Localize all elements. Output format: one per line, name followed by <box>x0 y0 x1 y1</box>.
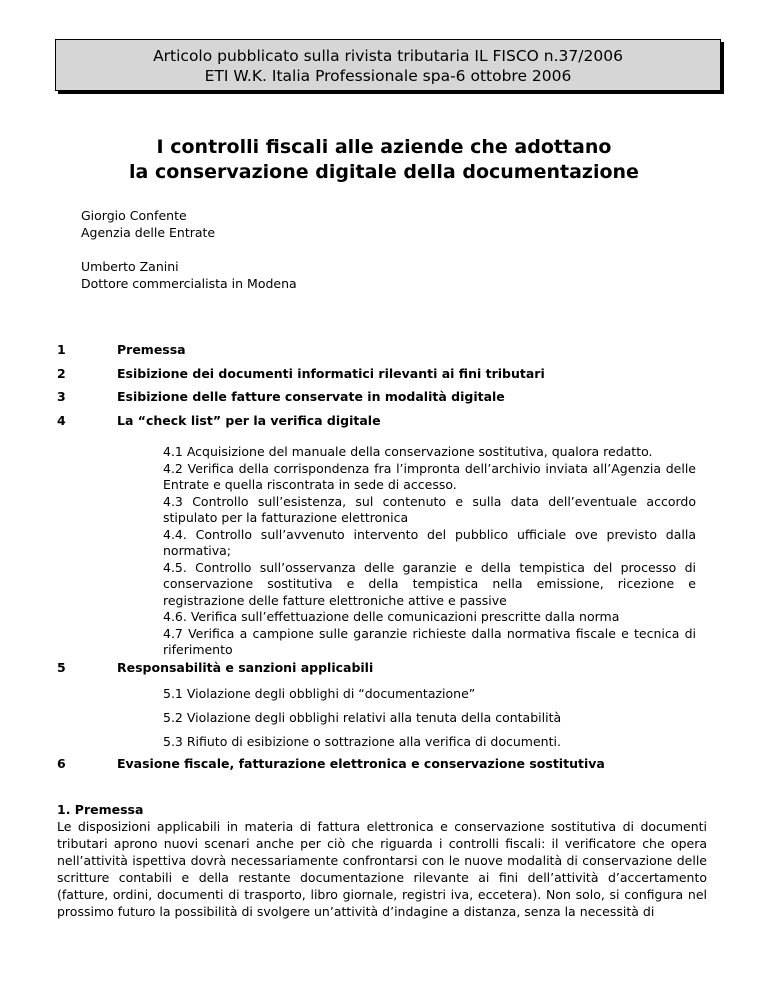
toc-label: Esibizione delle fatture conservate in modalità digitale <box>117 389 505 404</box>
toc-number: 4 <box>57 413 66 428</box>
toc-subitem: 5.3 Rifiuto di esibizione o sottrazione alla verifica di documenti. <box>163 734 561 749</box>
toc-number: 1 <box>57 342 66 357</box>
toc-subitem: 5.1 Violazione degli obblighi di “documentazione” <box>163 686 476 701</box>
toc-label: Premessa <box>117 342 186 357</box>
header-line-2: ETI W.K. Italia Professionale spa-6 ottobre 2006 <box>204 67 572 85</box>
toc-label: La “check list” per la verifica digitale <box>117 413 381 428</box>
toc-subitem: 4.2 Verifica della corrispondenza fra l’impronta dell’archivio inviata all’Agenzia delle Entrate e quella riscontrata in sede di accesso. <box>163 460 696 492</box>
toc-label: Responsabilità e sanzioni applicabili <box>117 660 374 675</box>
section-paragraph: Le disposizioni applicabili in materia di fattura elettronica e conservazione sostitutiva di documenti tributari aprono nuovi scenari anche per ciò che riguarda i controlli fiscali: il verificatore che opera nell’attività ispettiva dovrà necessariamente confrontarsi con le nuove modalità di conservazione delle scritture contabili e della restante documentazione rilevante ai fini dell’attività d’accertamento (fatture, ordini, documenti di trasporto, libro giornale, registri iva, eccetera). Non solo, si configura nel prossimo futuro la possibilità di svolgere un’attività d’indagine a distanza, senza la necessità di <box>57 819 707 919</box>
author-affiliation: Dottore commercialista in Modena <box>81 276 297 291</box>
toc-subitem: 4.4. Controllo sull’avvenuto intervento del pubblico ufficiale ove previsto dalla normativa; <box>163 526 696 558</box>
toc-subsection-4 <box>163 444 696 659</box>
toc-number: 2 <box>57 366 66 381</box>
toc-label: Esibizione dei documenti informatici rilevanti ai fini tributari <box>117 366 545 381</box>
toc-number: 3 <box>57 389 66 404</box>
toc-number: 5 <box>57 660 66 675</box>
toc-subitem: 4.7 Verifica a campione sulle garanzie richieste dalla normativa fiscale e tecnica di riferimento <box>163 625 696 657</box>
toc-subitem: 4.1 Acquisizione del manuale della conservazione sostitutiva, qualora redatto. <box>163 444 653 459</box>
toc-subitem: 4.6. Verifica sull’effettuazione delle comunicazioni prescritte dalla norma <box>163 609 620 624</box>
section-premessa <box>57 801 707 920</box>
toc-subitem: 4.3 Controllo sull’esistenza, sul contenuto e sulla data dell’eventuale accordo stipulato per la fatturazione elettronica <box>163 493 696 525</box>
publication-header <box>55 39 721 91</box>
author-affiliation: Agenzia delle Entrate <box>81 225 216 240</box>
title-line-1: I controlli fiscali alle aziende che adottano <box>156 136 612 158</box>
author-name: Giorgio Confente <box>81 208 187 223</box>
toc-number: 6 <box>57 756 66 771</box>
article-title <box>0 135 768 185</box>
author-name: Umberto Zanini <box>81 259 179 274</box>
section-heading: 1. Premessa <box>57 802 144 817</box>
toc-subitem: 4.5. Controllo sull’osservanza delle garanzie e della tempistica del processo di conservazione sostitutiva e della tempistica nella emissione, ricezione e registrazione delle fatture elettroniche attive e passive <box>163 559 696 608</box>
title-line-2: la conservazione digitale della documentazione <box>129 161 639 183</box>
toc-label: Evasione fiscale, fatturazione elettronica e conservazione sostitutiva <box>117 756 605 771</box>
authors <box>81 207 297 292</box>
toc-subitem: 5.2 Violazione degli obblighi relativi alla tenuta della contabilità <box>163 710 562 725</box>
header-line-1: Articolo pubblicato sulla rivista tributaria IL FISCO n.37/2006 <box>153 47 623 65</box>
